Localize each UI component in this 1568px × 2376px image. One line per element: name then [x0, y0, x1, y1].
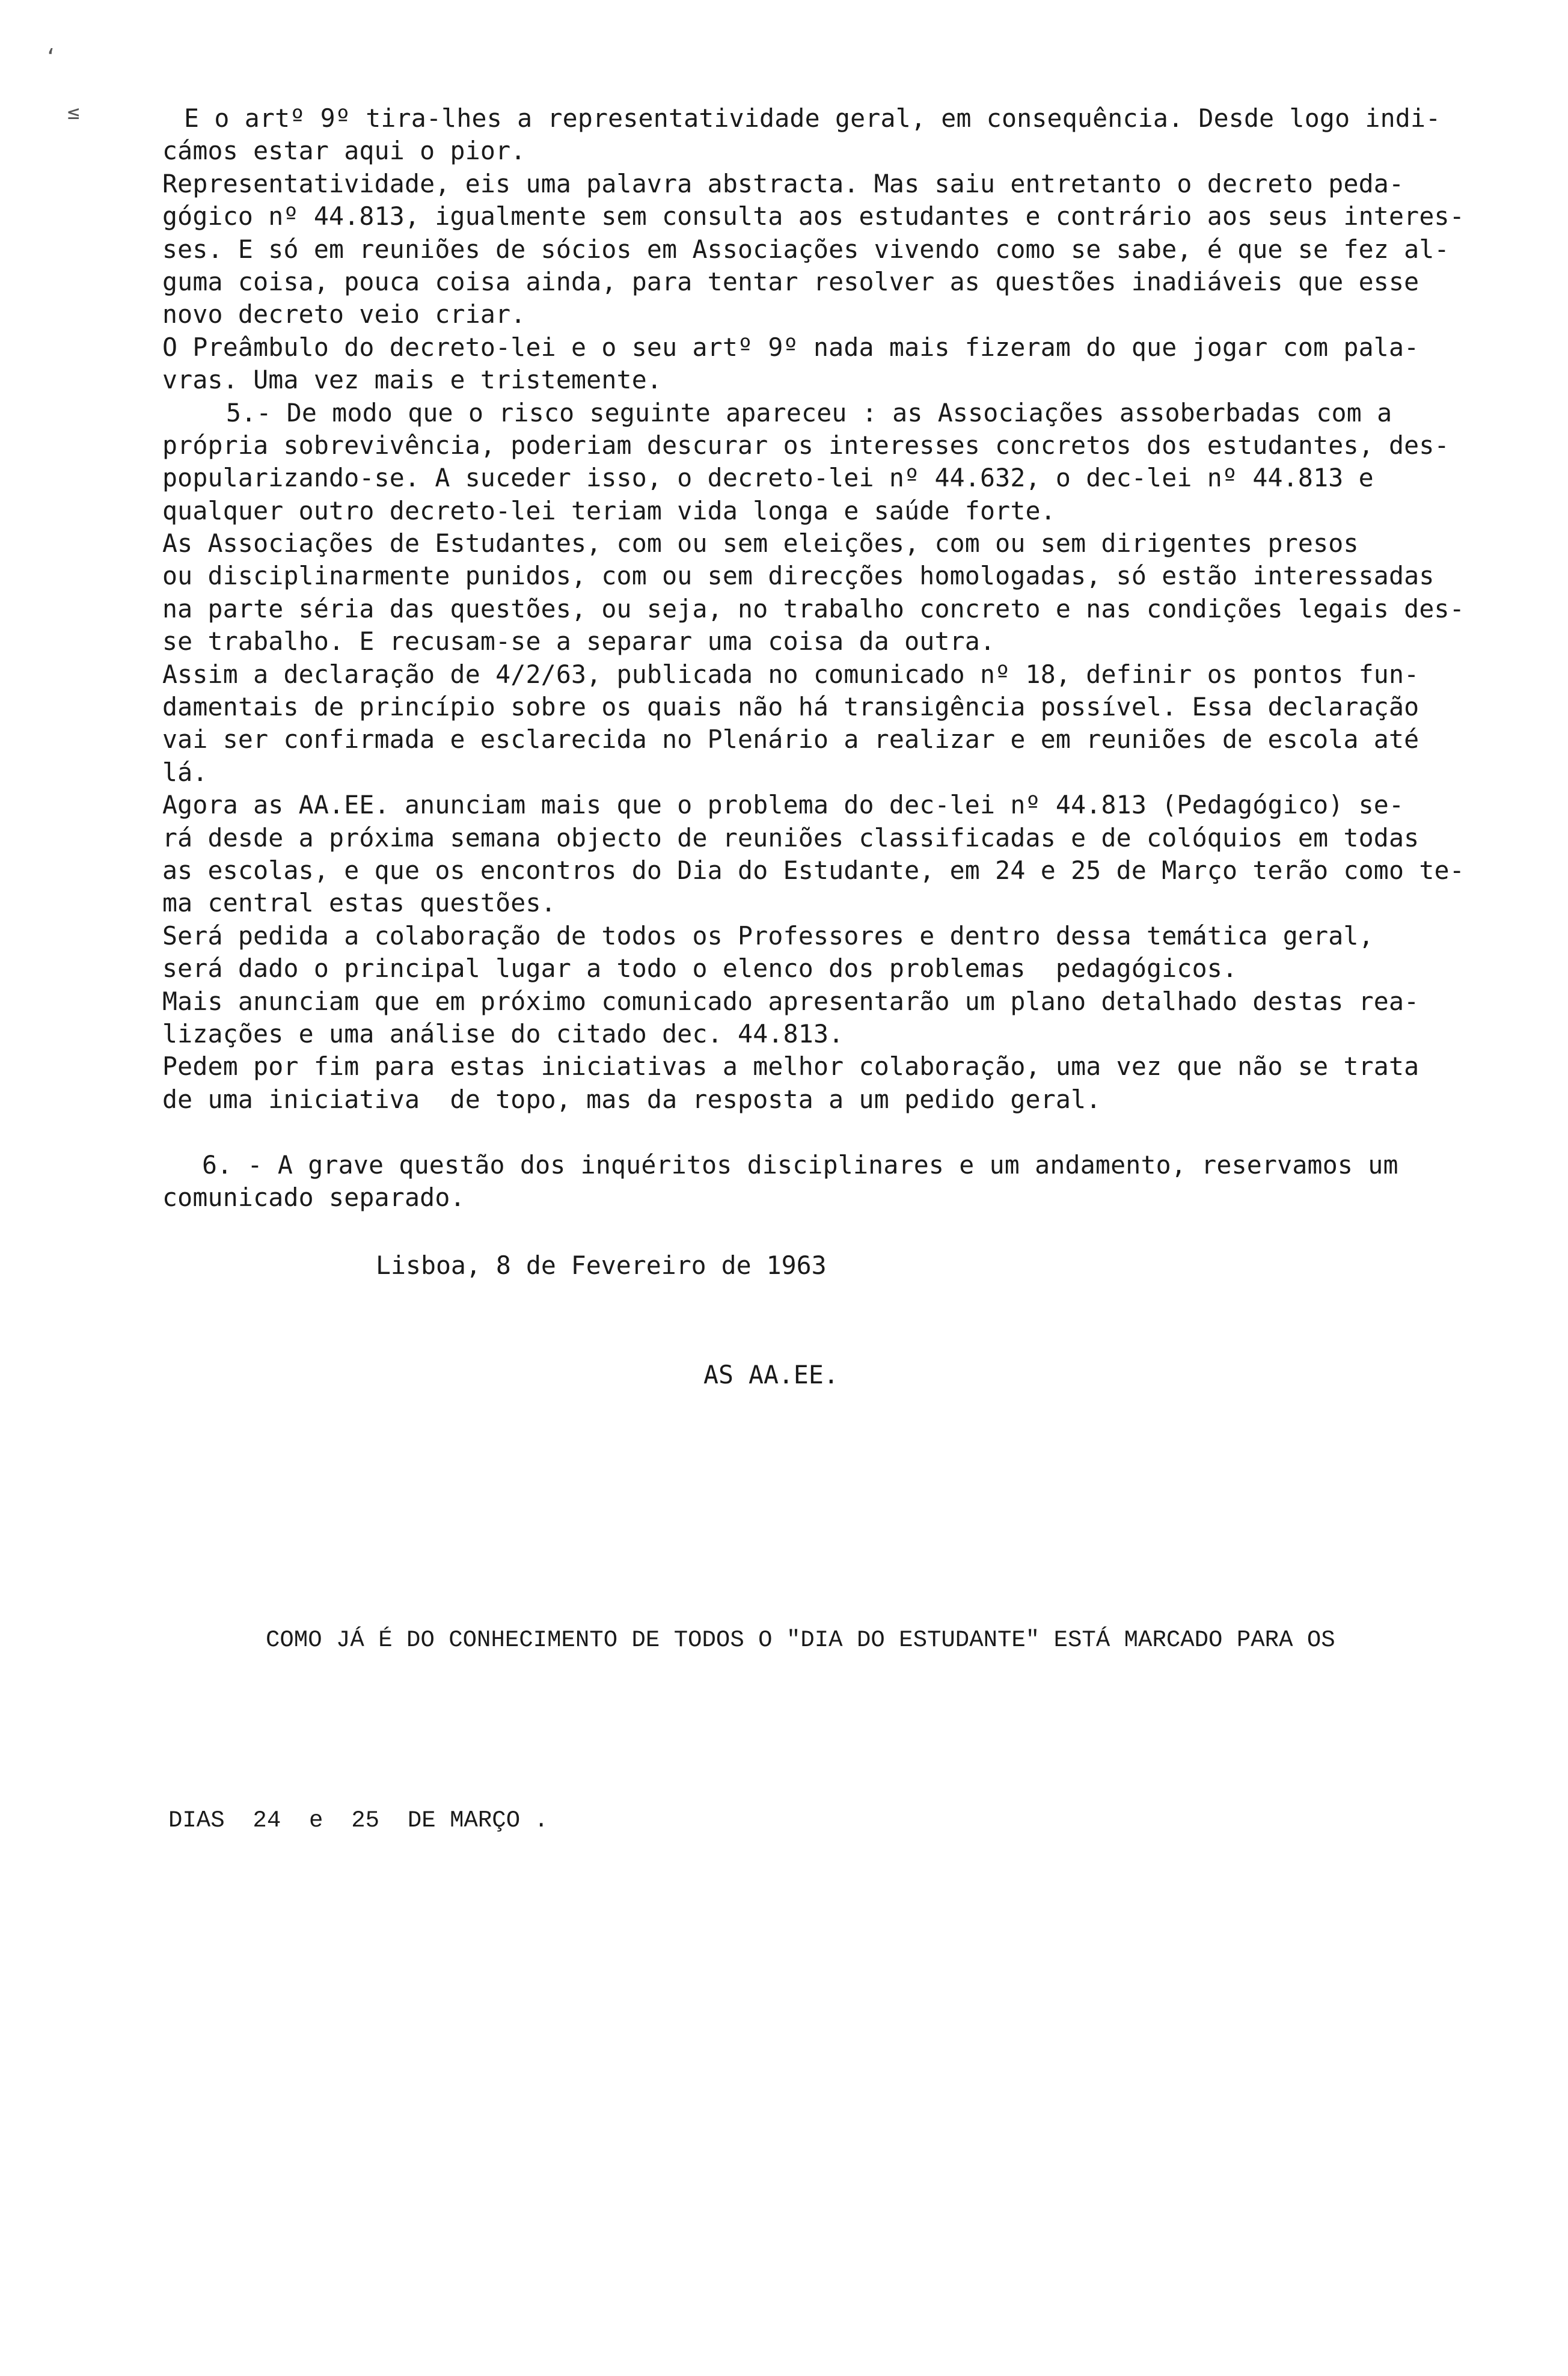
text-line: lá. [162, 757, 208, 787]
text-line: As Associações de Estudantes, com ou sem eleições, com ou sem dirigentes presos [162, 528, 1359, 559]
text-line: qualquer outro decreto-lei teriam vida longa e saúde forte. [162, 495, 1056, 525]
text-line: se trabalho. E recusam-se a separar uma coisa da outra. [162, 626, 996, 657]
text-line: ses. E só em reuniões de sócios em Associações vivendo como se sabe, é que se fez al- [162, 234, 1450, 264]
signature-author: AS AA.EE. [703, 1360, 839, 1389]
margin-mark-icon: ≤ [67, 100, 80, 124]
text-line: de uma iniciativa de topo, mas da resposta a um pedido geral. [162, 1084, 1101, 1114]
text-line: novo decreto veio criar. [162, 299, 526, 329]
text-line: rá desde a próxima semana objecto de reuniões classificadas e de colóquios em todas [162, 822, 1419, 853]
margin-mark-icon: ‘ [44, 45, 57, 69]
text-line: ou disciplinarmente punidos, com ou sem direcções homologadas, só estão interessadas [162, 561, 1435, 591]
text-line: será dado o principal lugar a todo o elenco dos problemas pedagógicos. [162, 954, 1238, 984]
text-line: 5.- De modo que o risco seguinte apareceu : as Associações assoberbadas com a [226, 397, 1392, 427]
text-line: vai ser confirmada e esclarecida no Plenário a realizar e em reuniões de escola até [162, 724, 1419, 755]
text-line: própria sobrevivência, poderiam descurar os interesses concretos dos estudantes, des- [162, 430, 1450, 460]
text-line: na parte séria das questões, ou seja, no trabalho concreto e nas condições legais des- [162, 593, 1465, 623]
text-line: Assim a declaração de 4/2/63, publicada no comunicado nº 18, definir os pontos fun- [162, 659, 1419, 689]
text-line: 6. - A grave questão dos inquéritos disciplinares e um andamento, reservamos um [202, 1150, 1398, 1180]
closing-note-line: DIAS 24 e 25 DE MARÇO . [168, 1807, 548, 1834]
text-line: damentais de princípio sobre os quais não há transigência possível. Essa declaração [162, 692, 1419, 722]
text-line: Pedem por fim para estas iniciativas a melhor colaboração, uma vez que não se trata [162, 1052, 1419, 1082]
text-line: guma coisa, pouca coisa ainda, para tentar resolver as questões inadiáveis que esse [162, 266, 1419, 296]
text-line: O Preâmbulo do decreto-lei e o seu artº 9º nada mais fizeram do que jogar com pala- [162, 332, 1419, 362]
text-line: Será pedida a colaboração de todos os Professores e dentro dessa temática geral, [162, 920, 1374, 951]
paragraph-gap [162, 1116, 1503, 1148]
text-line: popularizando-se. A suceder isso, o decreto-lei nº 44.632, o dec-lei nº 44.813 e [162, 463, 1374, 493]
text-line: gógico nº 44.813, igualmente sem consulta aos estudantes e contrário aos seus interes- [162, 201, 1465, 231]
text-line: ma central estas questões. [162, 888, 556, 918]
signature-date: Lisboa, 8 de Fevereiro de 1963 [376, 1251, 827, 1280]
closing-note [168, 1490, 1335, 1971]
text-line: cámos estar aqui o pior. [162, 136, 526, 166]
text-line: lizações e uma análise do citado dec. 44.813. [162, 1018, 844, 1049]
closing-note-line: COMO JÁ É DO CONHECIMENTO DE TODOS O "DIA DO ESTUDANTE" ESTÁ MARCADO PARA OS [266, 1627, 1335, 1653]
text-line: E o artº 9º tira-lhes a representatividade geral, em consequência. Desde logo indi- [184, 103, 1441, 133]
text-line: vras. Uma vez mais e tristemente. [162, 365, 663, 395]
body-text [162, 102, 1503, 1214]
text-line: Representatividade, eis uma palavra abstracta. Mas saiu entretanto o decreto peda- [162, 168, 1404, 198]
text-line: Agora as AA.EE. anunciam mais que o problema do dec-lei nº 44.813 (Pedagógico) se- [162, 790, 1404, 820]
text-line: as escolas, e que os encontros do Dia do Estudante, em 24 e 25 de Março terão como te- [162, 855, 1465, 885]
text-line: comunicado separado. [162, 1182, 465, 1212]
text-line: Mais anunciam que em próximo comunicado apresentarão um plano detalhado destas rea- [162, 986, 1419, 1016]
